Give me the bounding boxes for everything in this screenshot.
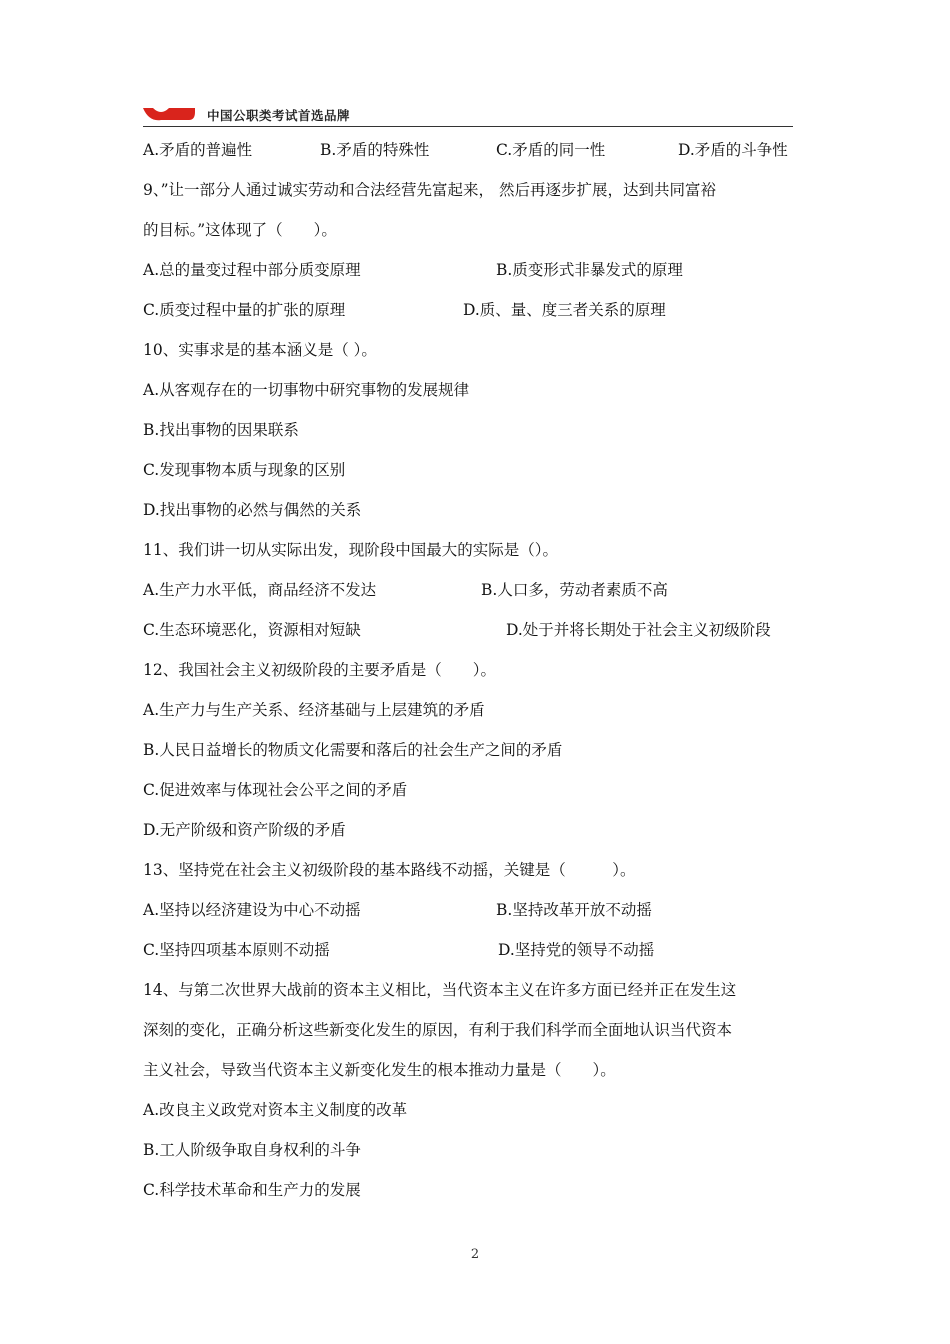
question-14-line-2: 深刻的变化，正确分析这些新变化发生的原因，有利于我们科学而全面地认识当代资本 — [143, 1021, 733, 1039]
question-11: 11、我们讲一切从实际出发，现阶段中国最大的实际是（）。 — [143, 541, 558, 559]
options-row — [143, 570, 808, 610]
option-d: D.无产阶级和资产阶级的矛盾 — [143, 821, 346, 839]
option-d: D.找出事物的必然与偶然的关系 — [143, 501, 362, 519]
question-9-line-2: 的目标。”这体现了（ ）。 — [143, 221, 337, 239]
question-13: 13、坚持党在社会主义初级阶段的基本路线不动摇，关键是（ ）。 — [143, 861, 636, 879]
option-b: B.坚持改革开放不动摇 — [496, 901, 652, 919]
option-b: B.找出事物的因果联系 — [143, 421, 299, 439]
page-header — [143, 104, 793, 127]
options-row — [143, 130, 808, 170]
option-c: C.生态环境恶化，资源相对短缺 — [143, 621, 361, 639]
option-a: A.生产力水平低，商品经济不发达 — [143, 581, 377, 599]
option-a: A.坚持以经济建设为中心不动摇 — [143, 901, 361, 919]
option-b: B.人口多，劳动者素质不高 — [481, 581, 668, 599]
option-b: B.工人阶级争取自身权利的斗争 — [143, 1141, 361, 1159]
question-9-line-1: 9、”让一部分人通过诚实劳动和合法经营先富起来， 然后再逐步扩展，达到共同富裕 — [143, 181, 716, 199]
option-b: B.矛盾的特殊性 — [320, 141, 430, 159]
option-b: B.人民日益增长的物质文化需要和落后的社会生产之间的矛盾 — [143, 741, 563, 759]
question-12: 12、我国社会主义初级阶段的主要矛盾是（ ）。 — [143, 661, 496, 679]
option-c: C.发现事物本质与现象的区别 — [143, 461, 346, 479]
options-row — [143, 250, 808, 290]
page-number: 2 — [470, 1247, 480, 1262]
brand-text: 中国公职类考试首选品牌 — [207, 108, 351, 123]
option-c: C.科学技术革命和生产力的发展 — [143, 1181, 361, 1199]
options-row — [143, 610, 808, 650]
option-c: C.促进效率与体现社会公平之间的矛盾 — [143, 781, 408, 799]
option-a: A.改良主义政党对资本主义制度的改革 — [143, 1101, 408, 1119]
question-10: 10、实事求是的基本涵义是（ ）。 — [143, 341, 377, 359]
option-b: B.质变形式非暴发式的原理 — [496, 261, 683, 279]
option-a: A.总的量变过程中部分质变原理 — [143, 261, 361, 279]
question-14-line-3: 主义社会，导致当代资本主义新变化发生的根本推动力量是（ ）。 — [143, 1061, 616, 1079]
option-c: C.矛盾的同一性 — [496, 141, 606, 159]
question-content — [143, 130, 808, 1210]
options-row — [143, 290, 808, 330]
option-d: D.坚持党的领导不动摇 — [498, 941, 655, 959]
question-14-line-1: 14、与第二次世界大战前的资本主义相比，当代资本主义在许多方面已经并正在发生这 — [143, 981, 737, 999]
option-c: C.坚持四项基本原则不动摇 — [143, 941, 330, 959]
option-a: A.矛盾的普遍性 — [143, 141, 253, 159]
option-a: A.生产力与生产关系、经济基础与上层建筑的矛盾 — [143, 701, 485, 719]
options-row — [143, 890, 808, 930]
option-c: C.质变过程中量的扩张的原理 — [143, 301, 346, 319]
option-d: D.质、量、度三者关系的原理 — [463, 301, 666, 319]
option-a: A.从客观存在的一切事物中研究事物的发展规律 — [143, 381, 470, 399]
option-d: D.矛盾的斗争性 — [678, 141, 788, 159]
brand-logo-icon — [143, 106, 195, 122]
option-d: D.处于并将长期处于社会主义初级阶段 — [506, 621, 771, 639]
options-row — [143, 930, 808, 970]
